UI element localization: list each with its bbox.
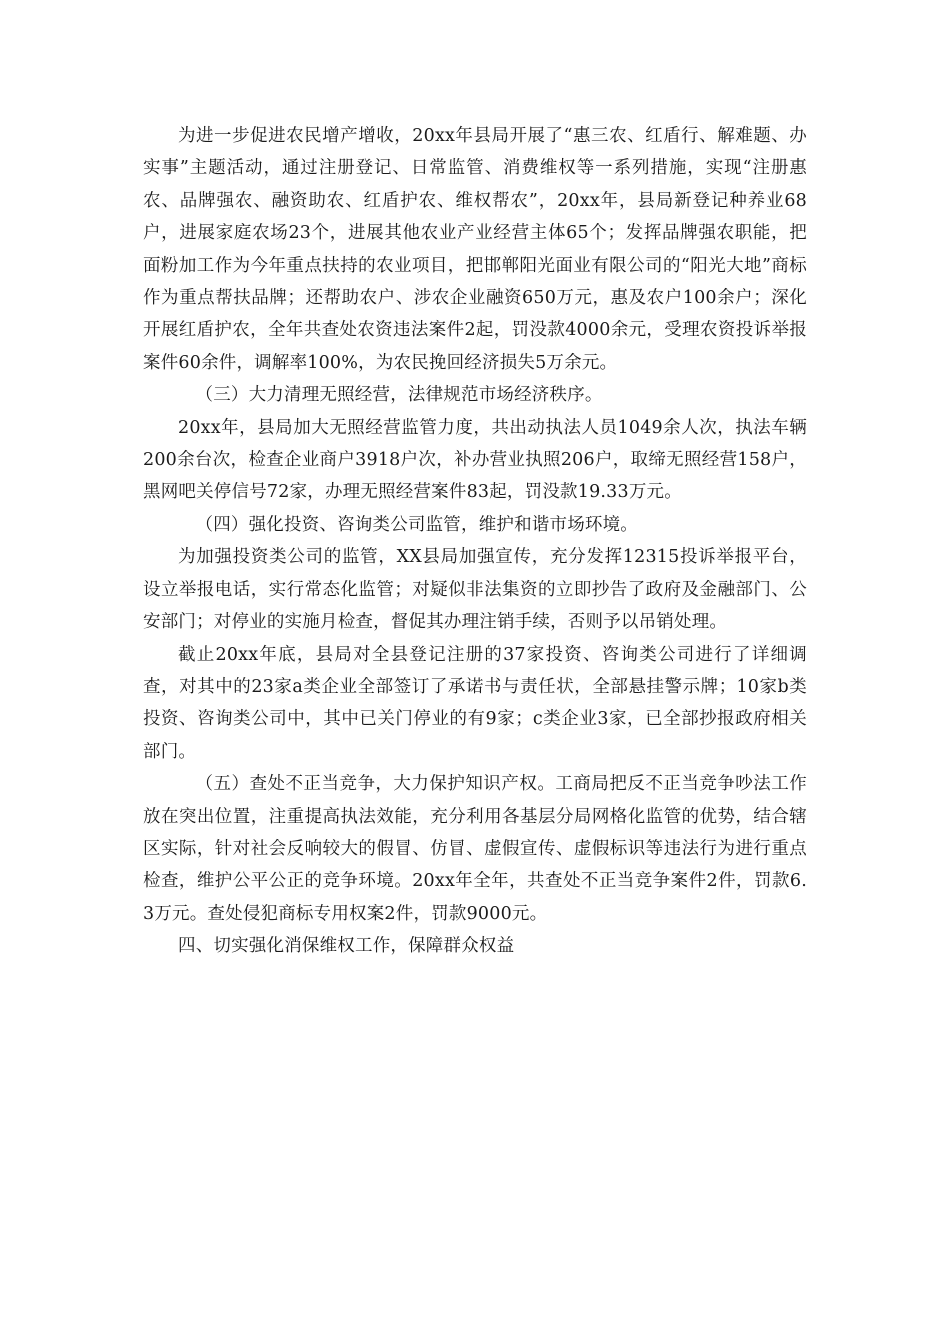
paragraph-unlicensed-business: 20xx年，县局加大无照经营监管力度，共出动执法人员1049余人次，执法车辆 200余台次，检查企业商户3918户次，补办营业执照206户，取缔无照经营158户，黑网吧关停信号72家，办理无照经营案件83起，罚没款19.33万元。 <box>143 417 807 503</box>
heading-consumer-rights: 四、切实强化消保维权工作，保障群众权益 <box>178 936 515 957</box>
paragraph-investment-survey: 截止20xx年底，县局对全县登记注册的37家投资、咨询类公司进行了详细调查，对其中的23家a类企业全部签订了承诺书与责任状，全部悬挂警示牌；10家b类投资、咨询类公司中，其中已关门停业的有9家；c类企业3家，已全部抄报政府相关部门。 <box>143 644 807 762</box>
heading-section-3: （三）大力清理无照经营，法律规范市场经济秩序。 <box>195 385 603 406</box>
paragraph-unfair-competition: （五）查处不正当竞争，大力保护知识产权。工商局把反不正当竞争吵法工作放在突出位置，注重提高执法效能，充分利用各基层分局网格化监管的优势，结合辖区实际，针对社会反响较大的假冒、仿冒、虚假宣传、虚假标识等违法行为进行重点检查，维护公平公正的竞争环境。20xx年全年，共查处不正当竞争案件2件，罚款6.3万元。查处侵犯商标专用权案2件，罚款9000元。 <box>143 774 807 924</box>
heading-section-4: （四）强化投资、咨询类公司监管，维护和谐市场环境。 <box>195 514 638 535</box>
document-body <box>143 120 807 963</box>
paragraph-investment-oversight: 为加强投资类公司的监管，XX县局加强宣传，充分发挥12315投诉举报平台，设立举报电话，实行常态化监管；对疑似非法集资的立即抄告了政府及金融部门、公安部门；对停业的实施月检查，督促其办理注销手续，否则予以吊销处理。 <box>143 547 807 633</box>
paragraph-agriculture-support: 为进一步促进农民增产增收，20xx年县局开展了“惠三农、红盾行、解难题、办实事”主题活动，通过注册登记、日常监管、消费维权等一系列措施，实现“注册惠农、品牌强农、融资助农、红盾护农、维权帮农”，20xx年，县局新登记种养业68户，进展家庭农场23个，进展其他农业产业经营主体65个；发挥品牌强农职能，把面粉加工作为今年重点扶持的农业项目，把邯郸阳光面业有限公司的“阳光大地”商标作为重点帮扶品牌；还帮助农户、涉农企业融资650万元，惠及农户100余户；深化开展红盾护农，全年共查处农资违法案件2起，罚没款4000余元，受理农资投诉举报案件60余件，调解率100%，为农民挽回经济损失5万余元。 <box>143 126 807 373</box>
